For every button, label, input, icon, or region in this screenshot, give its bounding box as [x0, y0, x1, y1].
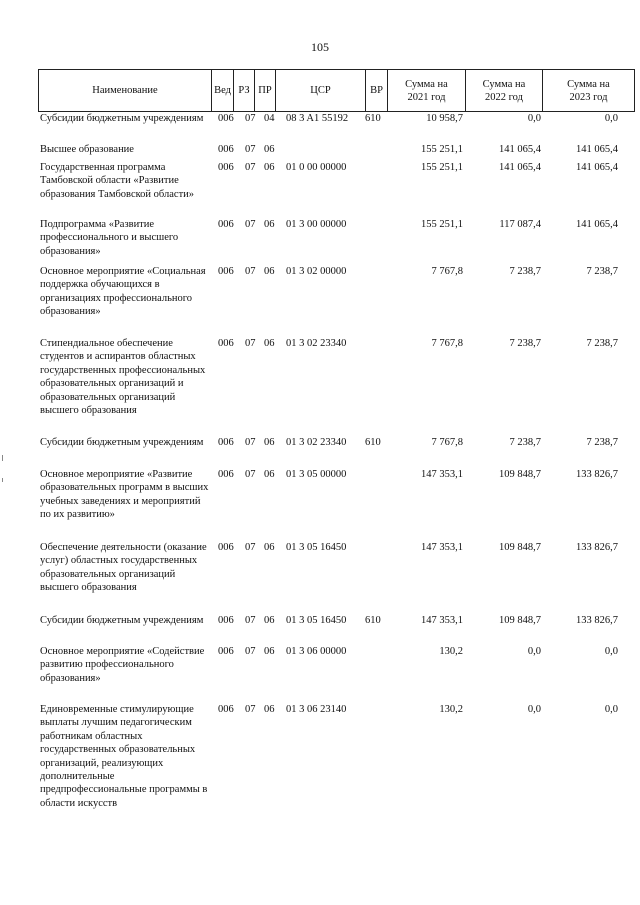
cell-rz: 07 — [245, 144, 256, 155]
cell-rz: 07 — [245, 437, 256, 448]
cell-ved: 006 — [218, 162, 234, 173]
cell-sum-2021: 147 353,1 — [421, 615, 463, 626]
cell-csr: 01 3 02 23340 — [286, 338, 347, 349]
cell-sum-2023: 141 065,4 — [576, 219, 618, 230]
cell-sum-2023: 141 065,4 — [576, 162, 618, 173]
cell-name: Основное мероприятие «Социальная поддержка обучающихся в организациях профессионального образования» — [40, 266, 206, 318]
cell-pr: 06 — [264, 469, 275, 480]
header-rz: РЗ — [233, 70, 254, 111]
cell-sum-2023: 7 238,7 — [586, 338, 618, 349]
cell-pr: 06 — [264, 219, 275, 230]
cell-name: Субсидии бюджетным учреждениям — [40, 615, 204, 626]
cell-sum-2022: 7 238,7 — [509, 437, 541, 448]
cell-sum-2021: 7 767,8 — [431, 266, 463, 277]
cell-sum-2021: 130,2 — [439, 704, 463, 715]
cell-vr: 610 — [365, 615, 381, 626]
cell-ved: 006 — [218, 437, 234, 448]
cell-sum-2023: 7 238,7 — [586, 437, 618, 448]
cell-name: Основное мероприятие «Содействие развитию профессионального образования» — [40, 646, 205, 684]
cell-sum-2022: 117 087,4 — [499, 219, 541, 230]
cell-sum-2022: 0,0 — [527, 704, 541, 715]
cell-pr: 06 — [264, 646, 275, 657]
cell-rz: 07 — [245, 542, 256, 553]
cell-csr: 01 3 05 16450 — [286, 542, 347, 553]
header-csr: ЦСР — [275, 70, 365, 111]
header-pr: ПР — [254, 70, 275, 111]
cell-ved: 006 — [218, 113, 234, 124]
cell-csr: 08 3 A1 55192 — [286, 113, 349, 124]
cell-sum-2022: 109 848,7 — [499, 615, 541, 626]
cell-csr: 01 3 05 16450 — [286, 615, 347, 626]
header-vr: ВР — [365, 70, 387, 111]
cell-pr: 04 — [264, 113, 275, 124]
cell-name: Субсидии бюджетным учреждениям — [40, 437, 204, 448]
cell-rz: 07 — [245, 704, 256, 715]
cell-sum-2022: 141 065,4 — [499, 162, 541, 173]
cell-sum-2021: 10 958,7 — [426, 113, 463, 124]
cell-sum-2021: 147 353,1 — [421, 542, 463, 553]
cell-vr: 610 — [365, 113, 381, 124]
cell-sum-2021: 155 251,1 — [421, 144, 463, 155]
cell-sum-2022: 7 238,7 — [509, 266, 541, 277]
cell-rz: 07 — [245, 338, 256, 349]
cell-ved: 006 — [218, 704, 234, 715]
cell-sum-2023: 7 238,7 — [586, 266, 618, 277]
cell-sum-2021: 7 767,8 — [431, 437, 463, 448]
cell-sum-2022: 109 848,7 — [499, 542, 541, 553]
cell-sum-2023: 0,0 — [604, 646, 618, 657]
cell-pr: 06 — [264, 615, 275, 626]
cell-csr: 01 3 05 00000 — [286, 469, 347, 480]
cell-sum-2021: 147 353,1 — [421, 469, 463, 480]
cell-rz: 07 — [245, 162, 256, 173]
cell-sum-2023: 133 826,7 — [576, 469, 618, 480]
cell-name: Субсидии бюджетным учреждениям — [40, 113, 204, 124]
cell-sum-2023: 133 826,7 — [576, 542, 618, 553]
cell-rz: 07 — [245, 615, 256, 626]
scan-mark — [2, 455, 3, 461]
cell-rz: 07 — [245, 113, 256, 124]
cell-name: Стипендиальное обеспечение студентов и аспирантов областных государственных профессиональных образовательных организаций и образовательных организаций высшего образования — [40, 338, 206, 417]
cell-sum-2022: 0,0 — [527, 646, 541, 657]
table-header — [38, 69, 635, 112]
cell-pr: 06 — [264, 542, 275, 553]
cell-ved: 006 — [218, 542, 234, 553]
cell-ved: 006 — [218, 144, 234, 155]
cell-rz: 07 — [245, 266, 256, 277]
cell-pr: 06 — [264, 266, 275, 277]
cell-pr: 06 — [264, 144, 275, 155]
cell-rz: 07 — [245, 219, 256, 230]
cell-sum-2022: 7 238,7 — [509, 338, 541, 349]
header-sum-2021: Сумма на 2021 год — [387, 70, 465, 111]
cell-ved: 006 — [218, 219, 234, 230]
cell-csr: 01 3 02 00000 — [286, 266, 347, 277]
cell-sum-2023: 133 826,7 — [576, 615, 618, 626]
cell-sum-2023: 141 065,4 — [576, 144, 618, 155]
cell-vr: 610 — [365, 437, 381, 448]
cell-ved: 006 — [218, 266, 234, 277]
cell-rz: 07 — [245, 469, 256, 480]
cell-rz: 07 — [245, 646, 256, 657]
cell-sum-2021: 155 251,1 — [421, 219, 463, 230]
cell-name: Единовременные стимулирующие выплаты лучшим педагогическим работникам областных государственных образовательных организаций, реализующих дополнительные предпрофессиональные программы в области искусств — [40, 704, 208, 809]
header-ved: Вед — [211, 70, 233, 111]
cell-csr: 01 3 02 23340 — [286, 437, 347, 448]
cell-name: Государственная программа Тамбовской области «Развитие образования Тамбовской области» — [40, 162, 195, 200]
header-sum-2022: Сумма на 2022 год — [465, 70, 542, 111]
cell-ved: 006 — [218, 615, 234, 626]
cell-name: Обеспечение деятельности (оказание услуг) областных государственных образовательных организаций высшего образования — [40, 542, 207, 594]
cell-pr: 06 — [264, 704, 275, 715]
cell-csr: 01 3 00 00000 — [286, 219, 347, 230]
cell-pr: 06 — [264, 162, 275, 173]
cell-sum-2023: 0,0 — [604, 113, 618, 124]
cell-ved: 006 — [218, 469, 234, 480]
cell-sum-2022: 141 065,4 — [499, 144, 541, 155]
cell-csr: 01 0 00 00000 — [286, 162, 347, 173]
cell-name: Основное мероприятие «Развитие образовательных программ в высших учебных заведениях и мероприятий по их развитию» — [40, 469, 209, 521]
cell-name: Высшее образование — [40, 144, 134, 155]
cell-sum-2022: 109 848,7 — [499, 469, 541, 480]
cell-ved: 006 — [218, 646, 234, 657]
cell-csr: 01 3 06 23140 — [286, 704, 347, 715]
header-name: Наименование — [92, 85, 158, 96]
cell-sum-2022: 0,0 — [527, 113, 541, 124]
cell-sum-2023: 0,0 — [604, 704, 618, 715]
cell-pr: 06 — [264, 437, 275, 448]
cell-sum-2021: 155 251,1 — [421, 162, 463, 173]
cell-sum-2021: 7 767,8 — [431, 338, 463, 349]
cell-csr: 01 3 06 00000 — [286, 646, 347, 657]
cell-name: Подпрограмма «Развитие профессионального и высшего образования» — [40, 219, 179, 257]
header-sum-2023: Сумма на 2023 год — [542, 70, 634, 111]
cell-ved: 006 — [218, 338, 234, 349]
page-number: 105 — [311, 40, 329, 54]
cell-sum-2021: 130,2 — [439, 646, 463, 657]
cell-pr: 06 — [264, 338, 275, 349]
scan-mark — [2, 478, 3, 482]
